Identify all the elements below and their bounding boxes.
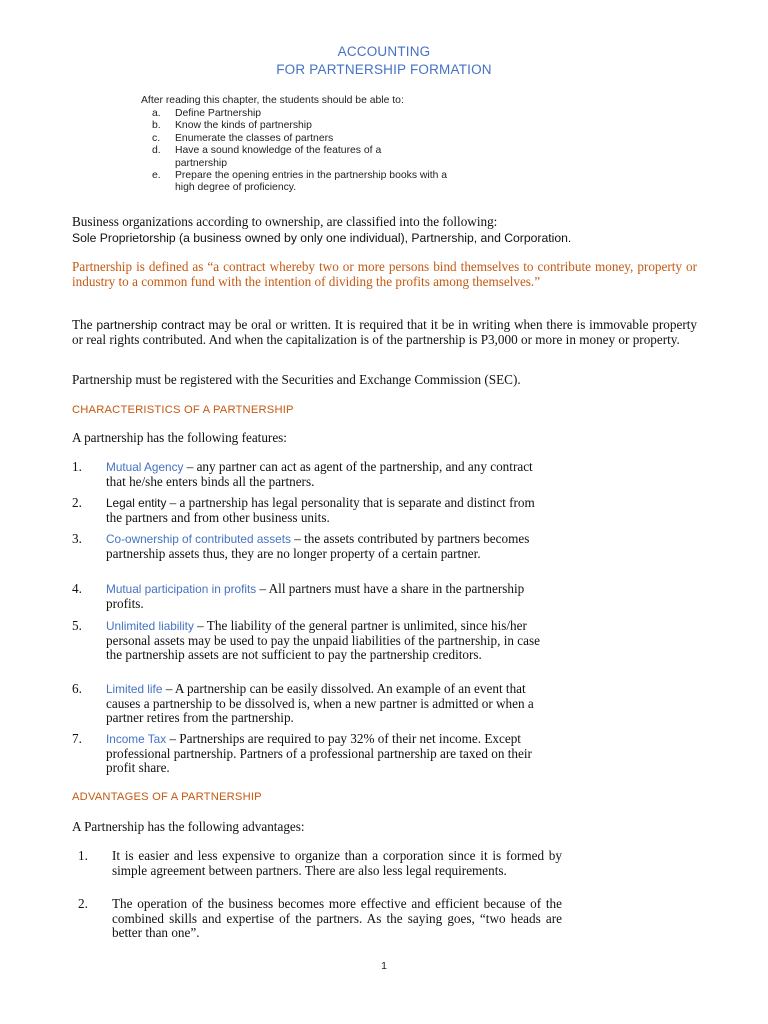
document-title-line-2: FOR PARTNERSHIP FORMATION — [276, 62, 492, 77]
page-number: 1 — [381, 960, 387, 972]
feature-item — [72, 460, 552, 489]
partnership-definition: Partnership is defined as “a contract whereby two or more persons bind themselves to contribute money, property or industry to a common fund with the intention of dividing the profits among themselves.” — [72, 259, 697, 289]
objectives-intro: After reading this chapter, the students should be able to: — [141, 95, 404, 106]
feature-text: – The liability of the general partner is unlimited, since his/her personal assets may be used to pay the unpaid liabilities of the partnership, in case the partnership assets are not sufficient to pay the partnership creditors. — [106, 618, 540, 663]
list-marker: c. — [152, 132, 161, 144]
list-item — [152, 108, 472, 120]
feature-number: 6. — [72, 681, 82, 696]
list-item-text: Prepare the opening entries in the partnership books with a high degree of proficiency. — [175, 170, 448, 194]
feature-term: Income Tax — [106, 732, 167, 746]
feature-text: – the assets contributed by partners becomes partnership assets thus, they are no longer property of a certain partner. — [106, 531, 530, 561]
classification-intro: Business organizations according to ownership, are classified into the following: — [72, 214, 498, 229]
contract-text-pre: The — [72, 317, 97, 332]
contract-text-post: may be oral or written. It is required that it be in writing when there is immovable property or real rights contributed. And when the capitalization is of the partnership is P3,000 or more in money or property. — [72, 317, 697, 347]
list-item-text: Define Partnership — [175, 108, 262, 119]
feature-text: – any partner can act as agent of the partnership, and any contract that he/she enters binds all the partners. — [106, 459, 533, 489]
feature-number: 2. — [72, 495, 82, 510]
feature-term: Mutual Agency — [106, 460, 184, 474]
list-marker: b. — [152, 120, 161, 132]
feature-text: – A partnership can be easily dissolved. An example of an event that causes a partnership to be dissolved is, when a new partner is admitted or when a partner retires from the partnership. — [106, 681, 534, 726]
feature-term: Co-ownership of contributed assets — [106, 532, 291, 546]
feature-item — [72, 582, 552, 611]
feature-text: – a partnership has legal personality that is separate and distinct from the partners and from other business units. — [106, 495, 535, 525]
characteristics-heading: CHARACTERISTICS OF A PARTNERSHIP — [72, 404, 294, 416]
feature-text: – All partners must have a share in the partnership profits. — [106, 581, 525, 611]
advantages-intro: A Partnership has the following advantages: — [72, 819, 305, 834]
list-item — [152, 133, 472, 145]
feature-term: Unlimited liability — [106, 619, 194, 633]
advantage-text: The operation of the business becomes more effective and efficient because of the combined skills and expertise of the partners. As the saying goes, “two heads are better than one”. — [112, 896, 562, 941]
feature-term: Legal entity — [106, 496, 167, 510]
advantage-number: 1. — [78, 848, 88, 863]
list-marker: e. — [152, 170, 161, 182]
feature-number: 1. — [72, 459, 82, 474]
registration-paragraph: Partnership must be registered with the Securities and Exchange Commission (SEC). — [72, 372, 521, 387]
feature-number: 4. — [72, 581, 82, 596]
list-item-text: Have a sound knowledge of the features of a partnership — [175, 145, 382, 169]
feature-item — [72, 619, 552, 663]
list-item — [152, 170, 455, 195]
feature-item — [72, 732, 552, 776]
advantage-number: 2. — [78, 896, 88, 911]
feature-item — [72, 532, 552, 561]
list-marker: a. — [152, 108, 161, 119]
objectives-list — [152, 108, 472, 195]
list-marker: d. — [152, 145, 161, 157]
characteristics-intro: A partnership has the following features: — [72, 430, 287, 445]
feature-term: Mutual participation in profits — [106, 582, 257, 596]
advantage-text: It is easier and less expensive to organize than a corporation since it is formed by simple agreement between partners. There are also less legal requirements. — [112, 848, 562, 878]
list-item-text: Enumerate the classes of partners — [175, 132, 334, 144]
feature-item — [72, 682, 552, 726]
feature-term: Limited life — [106, 682, 163, 696]
feature-text: – Partnerships are required to pay 32% of their net income. Except professional partnership. Partners of a professional partnership are taxed on their profit share. — [106, 731, 532, 776]
list-item — [152, 145, 385, 170]
feature-item — [72, 496, 552, 525]
contract-term: partnership contract — [96, 318, 205, 332]
feature-number: 3. — [72, 531, 82, 546]
advantages-heading: ADVANTAGES OF A PARTNERSHIP — [72, 791, 262, 803]
list-item — [152, 120, 472, 132]
feature-number: 7. — [72, 731, 82, 746]
classification-text: Sole Proprietorship (a business owned by only one individual), Partnership, and Corporation. — [72, 231, 572, 245]
classification-list — [72, 231, 697, 246]
advantage-item — [72, 849, 562, 878]
document-title-line-1: ACCOUNTING — [337, 44, 431, 59]
feature-number: 5. — [72, 618, 82, 633]
advantage-item — [72, 897, 562, 941]
partnership-contract-paragraph — [72, 318, 697, 347]
list-item-text: Know the kinds of partnership — [175, 120, 312, 132]
